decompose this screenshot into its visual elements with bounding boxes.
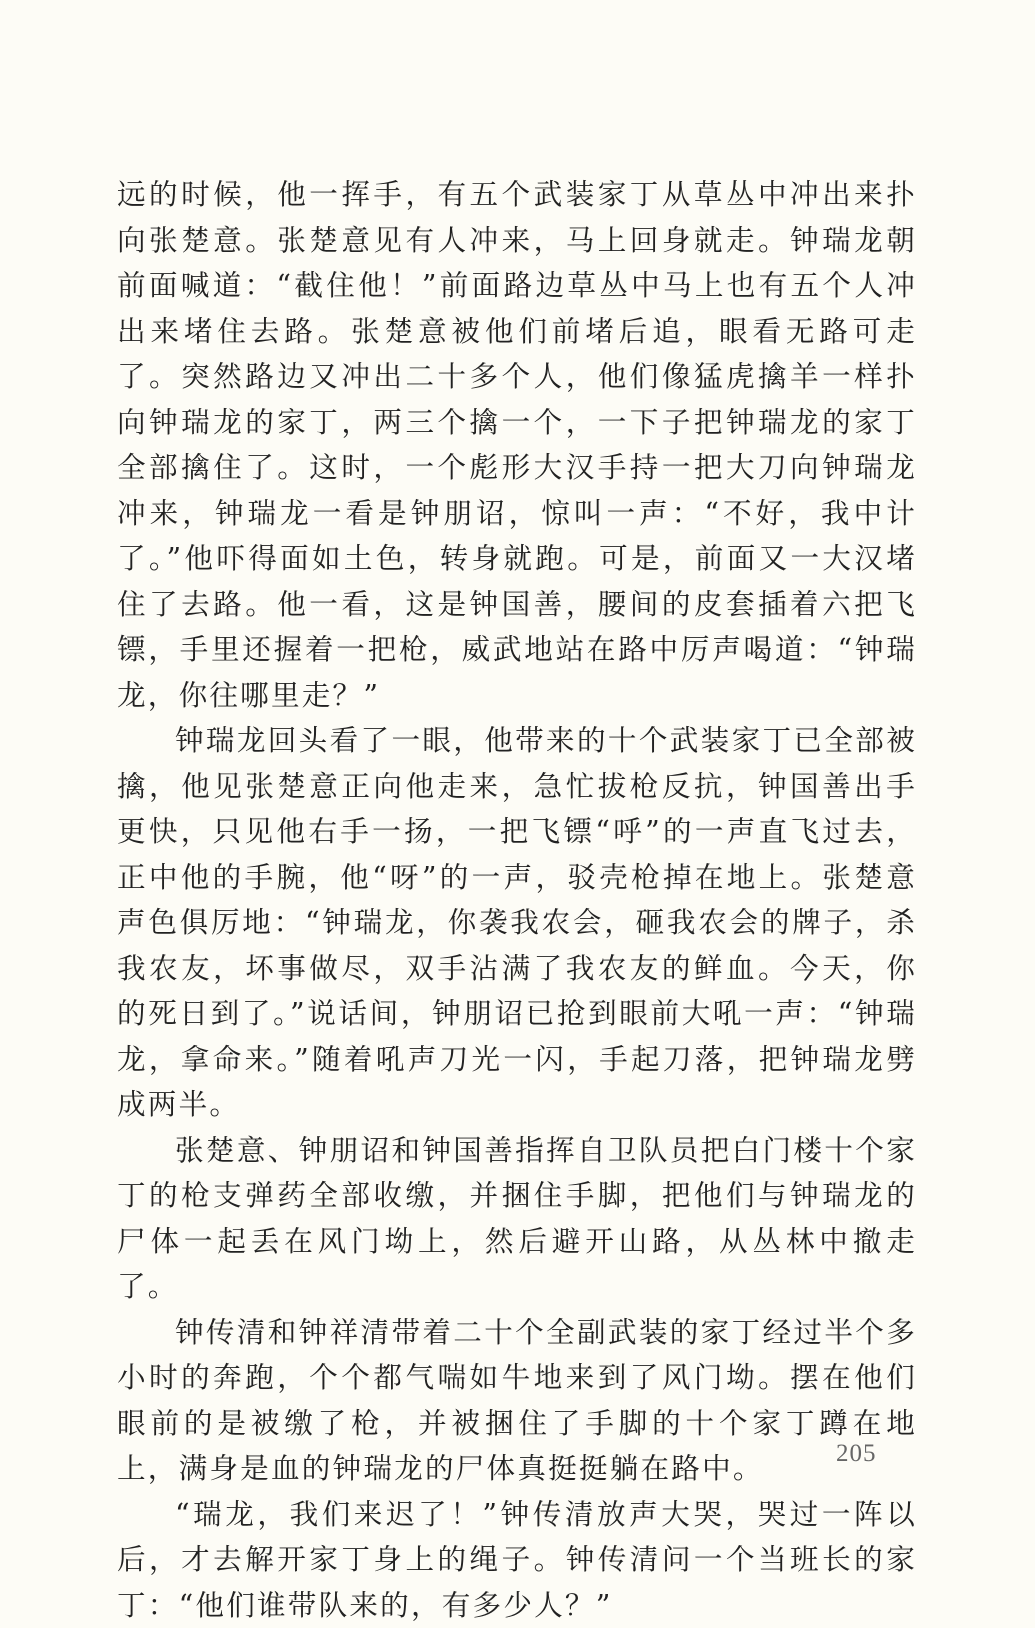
body-text [117,172,917,1628]
paragraph-4: 钟传清和钟祥清带着二十个全副武装的家丁经过半个多小时的奔跑，个个都气喘如牛地来到了风门坳。摆在他们眼前的是被缴了枪，并被捆住了手脚的十个家丁蹲在地上，满身是血的钟瑞龙的尸体真挺挺躺在路中。 [117,1310,917,1492]
page-number: 205 [836,1440,877,1468]
paragraph-5: “瑞龙，我们来迟了！”钟传清放声大哭，哭过一阵以后，才去解开家丁身上的绳子。钟传清问一个当班长的家丁：“他们谁带队来的，有多少人？” [117,1492,917,1628]
paragraph-1: 远的时候，他一挥手，有五个武装家丁从草丛中冲出来扑向张楚意。张楚意见有人冲来，马上回身就走。钟瑞龙朝前面喊道：“截住他！”前面路边草丛中马上也有五个人冲出来堵住去路。张楚意被他们前堵后追，眼看无路可走了。突然路边又冲出二十多个人，他们像猛虎擒羊一样扑向钟瑞龙的家丁，两三个擒一个，一下子把钟瑞龙的家丁全部擒住了。这时，一个彪形大汉手持一把大刀向钟瑞龙冲来，钟瑞龙一看是钟朋诏，惊叫一声：“不好，我中计了。”他吓得面如土色，转身就跑。可是，前面又一大汉堵住了去路。他一看，这是钟国善，腰间的皮套插着六把飞镖，手里还握着一把枪，威武地站在路中厉声喝道：“钟瑞龙，你往哪里走？” [117,172,917,718]
paragraph-3: 张楚意、钟朋诏和钟国善指挥自卫队员把白门楼十个家丁的枪支弹药全部收缴，并捆住手脚，把他们与钟瑞龙的尸体一起丢在风门坳上，然后避开山路，从丛林中撤走了。 [117,1128,917,1310]
paragraph-2: 钟瑞龙回头看了一眼，他带来的十个武装家丁已全部被擒，他见张楚意正向他走来，急忙拔枪反抗，钟国善出手更快，只见他右手一扬，一把飞镖“呼”的一声直飞过去，正中他的手腕，他“呀”的一声，驳壳枪掉在地上。张楚意声色俱厉地：“钟瑞龙，你袭我农会，砸我农会的牌子，杀我农友，坏事做尽，双手沾满了我农友的鲜血。今天，你的死日到了。”说话间，钟朋诏已抢到眼前大吼一声：“钟瑞龙，拿命来。”随着吼声刀光一闪，手起刀落，把钟瑞龙劈成两半。 [117,718,917,1128]
